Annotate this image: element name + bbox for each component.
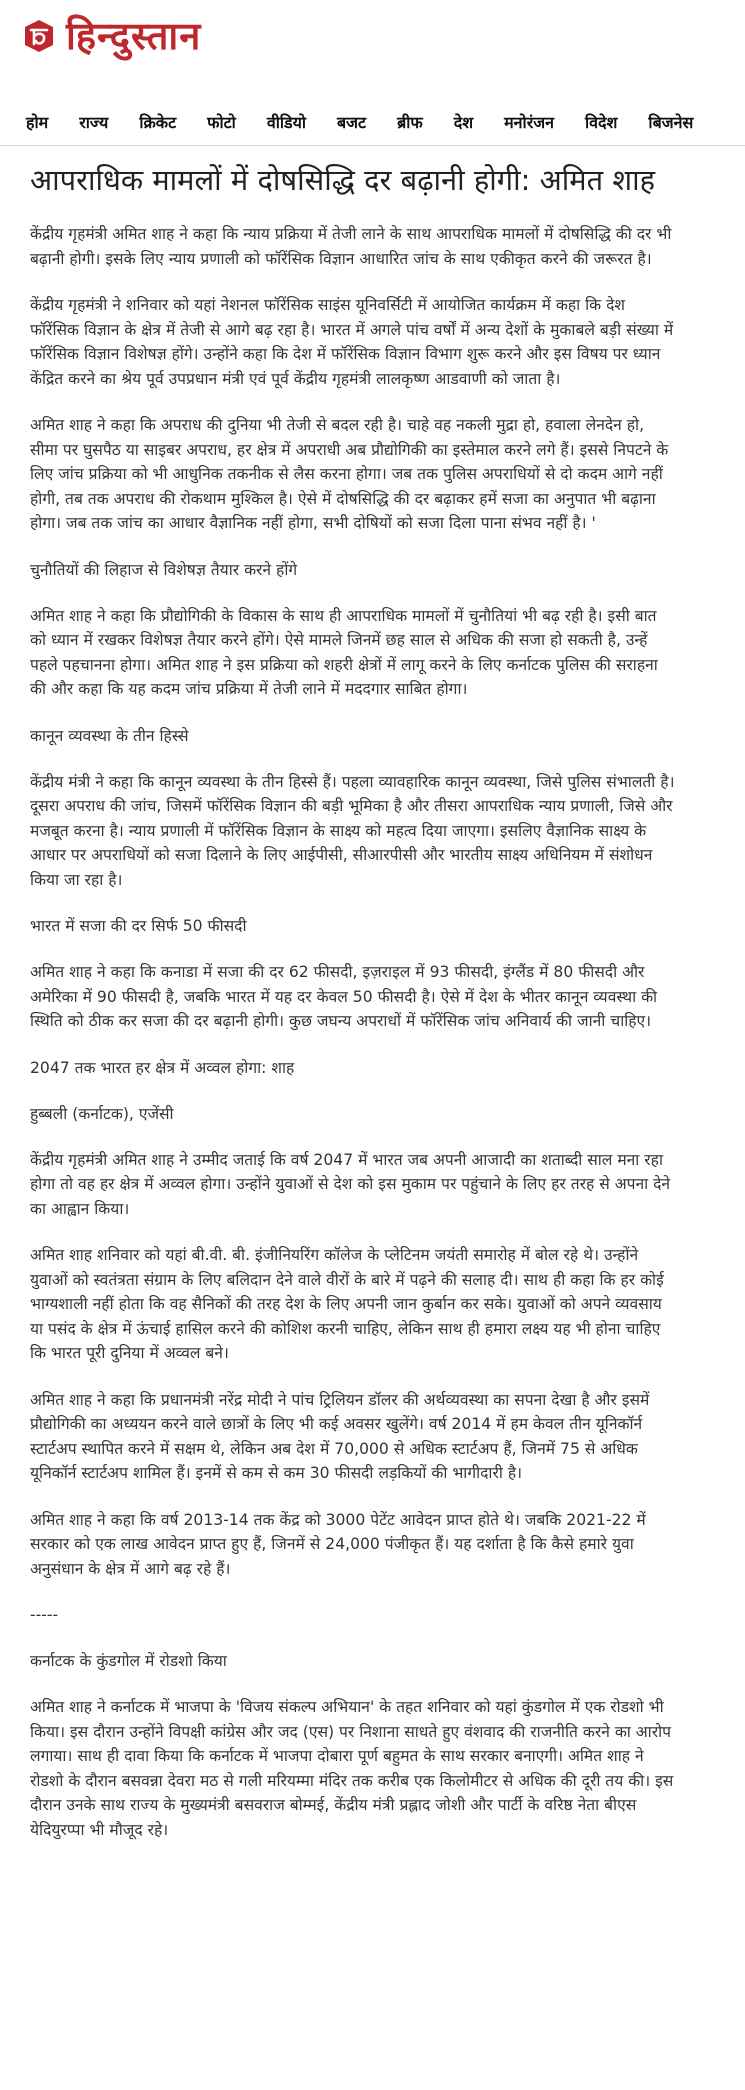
article-paragraph: अमित शाह ने कहा कि अपराध की दुनिया भी तेजी से बदल रही है। चाहे वह नकली मुद्रा हो, हवाला लेनदेन हो, सीमा पर घुसपैठ या साइबर अपराध, हर क्षेत्र में अपराधी अब प्रौद्योगिकी का इस्तेमाल करने लगे हैं। इससे निपटने के लिए जांच प्रक्रिया को भी आधुनिक तकनीक से लैस करना होगा। जब तक पुलिस अपराधियों से दो कदम आगे नहीं होगी, तब तक अपराध की रोकथाम मुश्किल है। ऐसे में दोषसिद्धि की दर बढ़ाकर हमें सजा का अनुपात भी बढ़ाना होगा। जब तक जांच का आधार वैज्ञानिक नहीं होगा, सभी दोषियों को सजा दिला पाना संभव नहीं है। ' [30,416,669,532]
article-paragraph: अमित शाह ने कहा कि प्रधानमंत्री नरेंद्र मोदी ने पांच ट्रिलियन डॉलर की अर्थव्यवस्था का सपना देखा है और इसमें प्रौद्योगिकी का अध्ययन करने वाले छात्रों के लिए भी कई अवसर खुलेंगे। वर्ष 2014 में हम केवल तीन यूनिकॉर्न स्टार्टअप स्थापित करने में सक्षम थे, लेकिन अब देश में 70,000 से अधिक स्टार्टअप हैं, जिनमें 75 से अधिक यूनिकॉर्न स्टार्टअप शामिल हैं। इनमें से कम से कम 30 फीसदी लड़कियों की भागीदारी है। [30,1390,650,1482]
article-paragraph: अमित शाह ने कहा कि प्रौद्योगिकी के विकास के साथ ही आपराधिक मामलों में चुनौतियां भी बढ़ रही है। इसी बात को ध्यान में रखकर विशेषज्ञ तैयार करने होंगे। ऐसे मामले जिनमें छह साल से अधिक की सजा हो सकती है, उन्हें पहले पहचानना होगा। अमित शाह ने इस प्रक्रिया को शहरी क्षेत्रों में लागू करने के लिए कर्नाटक पुलिस की सराहना की और कहा कि यह कदम जांच प्रक्रिया में तेजी लाने में मददगार साबित होगा। [30,606,658,698]
article-subheading: चुनौतियों की लिहाज से विशेषज्ञ तैयार करने होंगे [30,560,298,579]
article-paragraph: अमित शाह शनिवार को यहां बी.वी. बी. इंजीनियरिंग कॉलेज के प्लेटिनम जयंती समारोह में बोल रहे थे। उन्होंने युवाओं को स्वतंत्रता संग्राम के लिए बलिदान देने वाले वीरों के बारे में पढ़ने की सलाह दी। साथ ही कहा कि हर कोई भाग्यशाली नहीं होता कि वह सैनिकों की तरह देश के लिए अपनी जान कुर्बान कर सके। युवाओं को अपने व्यवसाय या पसंद के क्षेत्र में ऊंचाई हासिल करने की कोशिश करनी चाहिए, लेकिन साथ ही हमारा लक्ष्य यह भी होना चाहिए कि भारत पूरी दुनिया में अव्वल बने। [30,1246,664,1362]
nav-item-states[interactable]: राज्य [79,112,109,132]
article-subheading: ----- [30,1606,59,1624]
nav-item-brief[interactable]: ब्रीफ [397,112,423,132]
article-paragraph: केंद्रीय गृहमंत्री ने शनिवार को यहां नेशनल फॉरेंसिक साइंस यूनिवर्सिटी में आयोजित कार्यक्रम में कहा कि देश फॉरेंसिक विज्ञान के क्षेत्र में तेजी से आगे बढ़ रहा है। भारत में अगले पांच वर्षों में अन्य देशों के मुकाबले बड़ी संख्या में फॉरेंसिक विज्ञान विशेषज्ञ होंगे। उन्होंने कहा कि देश में फॉरेंसिक विज्ञान विभाग शुरू करने और इस विषय पर ध्यान केंद्रित करने का श्रेय पूर्व उपप्रधान मंत्री एवं पूर्व केंद्रीय गृहमंत्री लालकृष्ण आडवाणी को जाता है। [30,296,674,388]
site-header [0,0,745,100]
nav-item-entertainment[interactable]: मनोरंजन [504,112,554,132]
article-title: आपराधिक मामलों में दोषसिद्धि दर बढ़ानी होगी: अमित शाह [30,163,655,197]
hindustan-logo-icon [22,19,56,53]
site-logo[interactable] [22,14,201,58]
article-subheading: हुब्बली (कर्नाटक), एजेंसी [30,1104,174,1123]
article-paragraph: केंद्रीय गृहमंत्री अमित शाह ने कहा कि न्याय प्रक्रिया में तेजी लाने के साथ आपराधिक मामलों में दोषसिद्धि की दर भी बढ़ानी होगी। इसके लिए न्याय प्रणाली को फॉरेंसिक विज्ञान आधारित जांच के साथ एकीकृत करने की जरूरत है। [30,225,672,268]
article-paragraph: केंद्रीय मंत्री ने कहा कि कानून व्यवस्था के तीन हिस्से हैं। पहला व्यावहारिक कानून व्यवस्था, जिसे पुलिस संभालती है। दूसरा अपराध की जांच, जिसमें फॉरेंसिक विज्ञान की बड़ी भूमिका है और तीसरा आपराधिक न्याय प्रणाली, जिसे और मजबूत करना है। न्याय प्रणाली में फॉरेंसिक विज्ञान के साक्ष्य को महत्व दिया जाएगा। इसलिए वैज्ञानिक साक्ष्य के आधार पर अपराधियों को सजा दिलाने के लिए आईपीसी, सीआरपीसी और भारतीय साक्ष्य अधिनियम में संशोधन किया जा रहा है। [30,772,675,889]
article-paragraph: अमित शाह ने कर्नाटक में भाजपा के 'विजय संकल्प अभियान' के तहत शनिवार को यहां कुंडगोल में एक रोडशो भी किया। इस दौरान उन्होंने विपक्षी कांग्रेस और जद (एस) पर निशाना साधते हुए वंशवाद की राजनीति करने का आरोप लगाया। साथ ही दावा किया कि कर्नाटक में भाजपा दोबारा पूर्ण बहुमत के साथ सरकार बनाएगी। अमित शाह ने रोडशो के दौरान बसवन्ना देवरा मठ से गली मरियम्मा मंदिर तक करीब एक किलोमीटर से अधिक की दूरी तय की। इस दौरान उनके साथ राज्य के मुख्यमंत्री बसवराज बोम्मई, केंद्रीय मंत्री प्रह्लाद जोशी और पार्टी के वरिष्ठ नेता बीएस येदियुरप्पा भी मौजूद रहे। [30,1698,674,1839]
article-paragraph: केंद्रीय गृहमंत्री अमित शाह ने उम्मीद जताई कि वर्ष 2047 में भारत जब अपनी आजादी का शताब्दी साल मना रहा होगा तो वह हर क्षेत्र में अव्वल होगा। उन्होंने युवाओं से देश को इस मुकाम पर पहुंचाने के लिए हर तरह से अपना देने का आह्वान किया। [30,1150,671,1218]
nav-item-home[interactable]: होम [26,112,49,132]
nav-item-cricket[interactable]: क्रिकेट [139,112,177,132]
article-subheading: 2047 तक भारत हर क्षेत्र में अव्वल होगा: शाह [30,1058,295,1077]
article-paragraph: अमित शाह ने कहा कि वर्ष 2013-14 तक केंद्र को 3000 पेटेंट आवेदन प्राप्त होते थे। जबकि 2021-22 में सरकार को एक लाख आवेदन प्राप्त हुए हैं, जिनमें से 24,000 पंजीकृत हैं। यह दर्शाता है कि कैसे हमारे युवा अनुसंधान के क्षेत्र में आगे बढ़ रहे हैं। [30,1510,646,1578]
nav-item-country[interactable]: देश [453,112,474,132]
article-subheading: कर्नाटक के कुंडगोल में रोडशो किया [30,1652,227,1670]
article-paragraph: अमित शाह ने कहा कि कनाडा में सजा की दर 62 फीसदी, इज़राइल में 93 फीसदी, इंग्लैंड में 80 फीसदी और अमेरिका में 90 फीसदी है, जबकि भारत में यह दर केवल 50 फीसदी है। ऐसे में देश के भीतर कानून व्यवस्था की स्थिति को ठीक कर सजा की दर बढ़ानी होगी। कुछ जघन्य अपराधों में फॉरेंसिक जांच अनिवार्य की जानी चाहिए। [30,963,658,1030]
logo-wordmark: हिन्दुस्तान [66,14,202,58]
article [30,160,675,1864]
main-nav [0,100,745,146]
nav-item-video[interactable]: वीडियो [266,112,307,132]
nav-item-business[interactable]: बिजनेस [648,112,694,132]
nav-item-budget[interactable]: बजट [337,112,367,132]
nav-item-world[interactable]: विदेश [585,112,618,132]
article-subheading: भारत में सजा की दर सिर्फ 50 फीसदी [30,917,247,935]
article-subheading: कानून व्यवस्था के तीन हिस्से [30,726,189,745]
nav-item-photo[interactable]: फोटो [207,112,236,132]
article-body [30,222,675,1842]
